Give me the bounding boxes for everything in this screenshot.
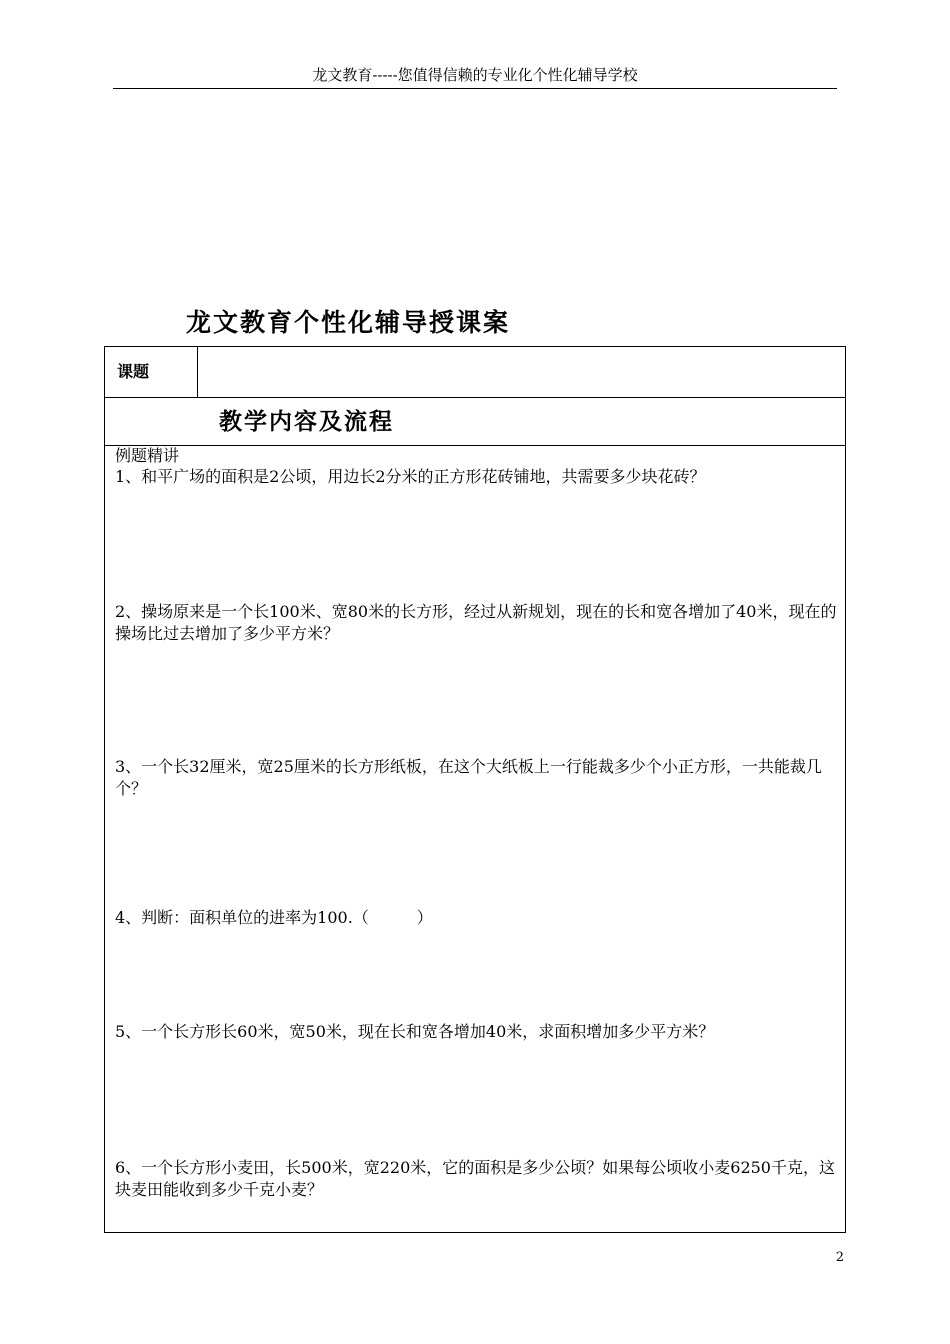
lesson-plan-table [104,346,846,1233]
topic-row [105,347,845,398]
problem-1: 1、和平广场的面积是2公顷，用边长2分米的正方形花砖铺地，共需要多少块花砖？ [115,467,706,486]
header-divider [113,88,837,89]
problem-4: 4、判断：面积单位的进率为100.（ ） [115,908,433,927]
topic-label: 课题 [105,347,198,397]
page-number: 2 [835,1250,844,1265]
document-title: 龙文教育个性化辅导授课案 [186,308,511,337]
content-cell [105,446,845,1232]
section-heading: 教学内容及流程 [219,409,394,435]
problem-2: 2、操场原来是一个长100米、宽80米的长方形，经过从新规划，现在的长和宽各增加了40米，现在的操场比过去增加了多少平方米？ [115,602,837,643]
section-row [105,398,845,446]
content-label: 例题精讲 [115,446,180,465]
page-header: 龙文教育-----您值得信赖的专业化个性化辅导学校 [312,66,638,84]
problem-5: 5、一个长方形长60米，宽50米，现在长和宽各增加40米，求面积增加多少平方米？ [115,1022,715,1041]
problem-6: 6、一个长方形小麦田，长500米，宽220米，它的面积是多少公顷？如果每公顷收小麦6250千克，这块麦田能收到多少千克小麦？ [115,1158,835,1199]
topic-value-cell [198,347,845,397]
problem-3: 3、一个长32厘米，宽25厘米的长方形纸板，在这个大纸板上一行能裁多少个小正方形，一共能裁几个？ [115,757,822,798]
